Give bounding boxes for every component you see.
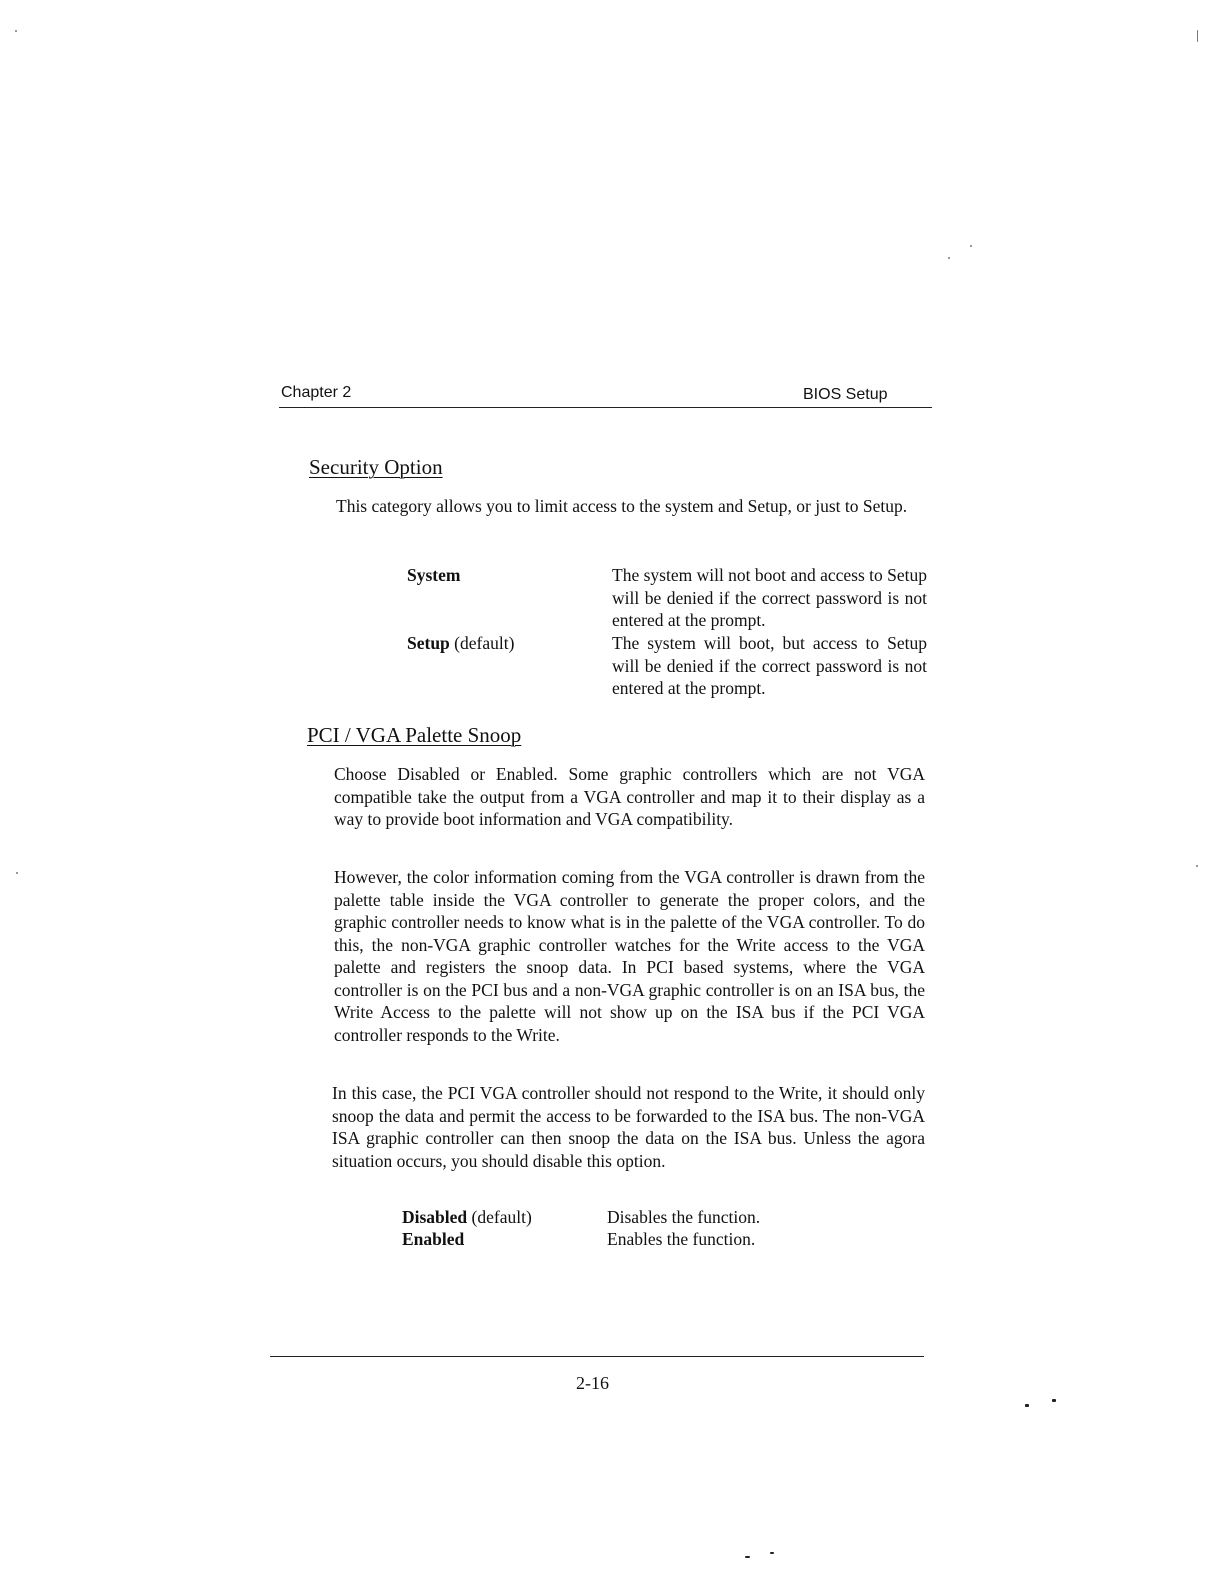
footer-rule	[270, 1356, 924, 1357]
scan-speck	[1196, 865, 1198, 867]
security-option-system-description: The system will not boot and access to Setup will be denied if the correct password is not entered at the prompt.	[612, 565, 927, 630]
chapter-label: Chapter 2	[281, 384, 352, 401]
option-name: System	[407, 565, 461, 585]
scan-speck	[745, 1556, 750, 1558]
page-number: 2-16	[576, 1373, 609, 1393]
palette-snoop-heading: PCI / VGA Palette Snoop	[307, 723, 522, 747]
palette-paragraph-2: However, the color information coming from the VGA controller is drawn from the palette table inside the VGA controller to generate the proper colors, and the graphic controller needs to know what is in the palette of the VGA controller. To do this, the non-VGA graphic controller watches for the Write access to the VGA palette and registers the snoop data. In PCI based systems, where the VGA controller is on the PCI bus and a non-VGA graphic controller is on an ISA bus, the Write Access to the palette will not show up on the ISA bus if the PCI VGA controller responds to the Write.	[334, 867, 925, 1045]
option-name: Setup	[407, 633, 450, 653]
scan-speck	[1052, 1399, 1056, 1402]
header-rule	[279, 407, 932, 408]
palette-option-enabled-description: Enables the function.	[607, 1229, 756, 1249]
scan-speck	[16, 872, 18, 874]
security-option-setup	[407, 632, 514, 655]
scan-speck	[770, 1552, 774, 1554]
scan-speck	[948, 257, 950, 259]
section-label: BIOS Setup	[803, 386, 888, 403]
palette-option-enabled	[402, 1228, 464, 1251]
option-name: Disabled	[402, 1207, 468, 1227]
scan-speck	[970, 245, 972, 247]
security-option-setup-description: The system will boot, but access to Setup will be denied if the correct password is not entered at the prompt.	[612, 633, 927, 698]
option-name: Enabled	[402, 1229, 465, 1249]
security-option-heading: Security Option	[309, 455, 443, 479]
palette-paragraph-3: In this case, the PCI VGA controller should not respond to the Write, it should only snoop the data and permit the access to be forwarded to the ISA bus. The non-VGA ISA graphic controller can then snoop the data on the ISA bus. Unless the agora situation occurs, you should disable this option.	[332, 1083, 925, 1171]
security-intro: This category allows you to limit access to the system and Setup, or just to Setup.	[336, 496, 908, 516]
palette-option-disabled	[402, 1206, 532, 1229]
option-suffix: (default)	[467, 1207, 532, 1227]
security-option-system	[407, 564, 460, 587]
palette-paragraph-1: Choose Disabled or Enabled. Some graphic controllers which are not VGA compatible take the output from a VGA controller and map it to their display as a way to provide boot information and VGA compatibility.	[334, 764, 925, 829]
scan-speck	[15, 30, 17, 32]
option-suffix: (default)	[449, 633, 515, 653]
palette-option-disabled-description: Disables the function.	[607, 1207, 761, 1227]
scan-speck	[1025, 1404, 1029, 1407]
scan-speck	[1197, 30, 1198, 42]
